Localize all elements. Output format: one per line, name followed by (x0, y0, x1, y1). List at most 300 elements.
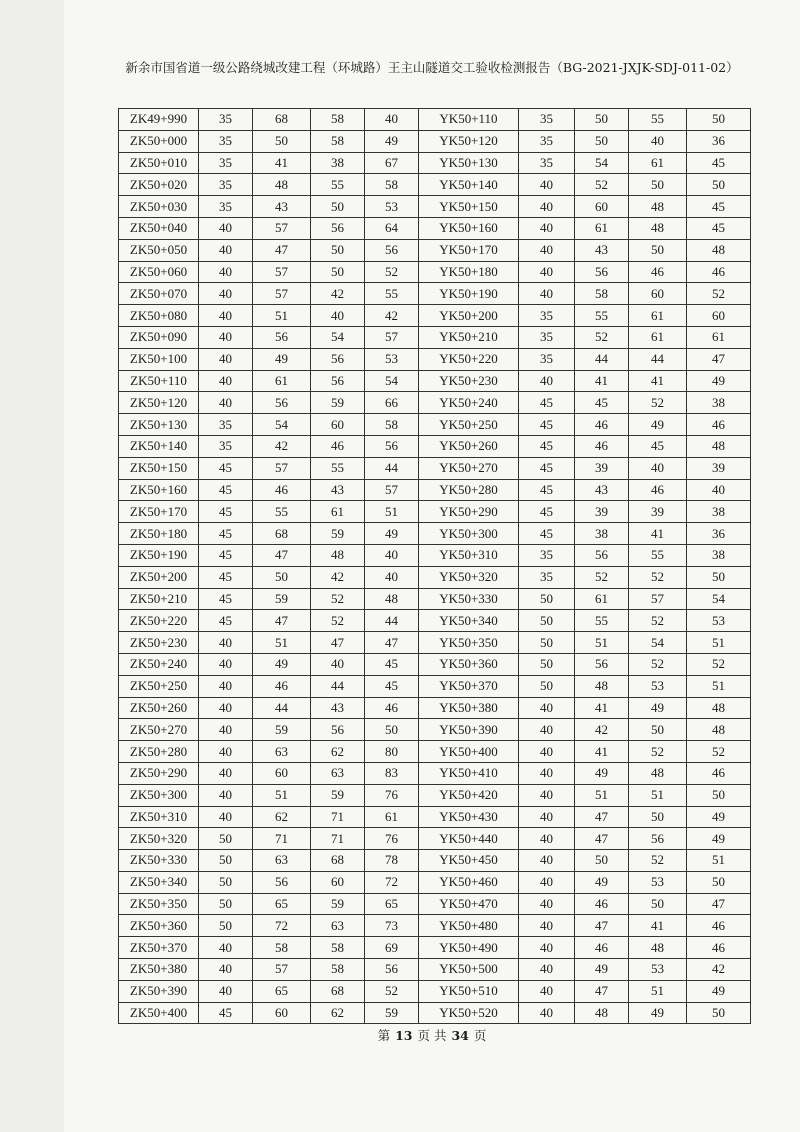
value-cell: 35 (519, 326, 575, 348)
value-cell: 40 (199, 261, 253, 283)
value-cell: 45 (519, 414, 575, 436)
value-cell: 76 (365, 828, 419, 850)
value-cell: 61 (253, 370, 311, 392)
value-cell: 48 (311, 544, 365, 566)
value-cell: 40 (519, 871, 575, 893)
value-cell: 39 (575, 501, 629, 523)
value-cell: 45 (199, 544, 253, 566)
table-body (119, 109, 751, 1024)
station-cell: ZK50+010 (119, 152, 199, 174)
value-cell: 40 (199, 675, 253, 697)
value-cell: 50 (687, 174, 751, 196)
value-cell: 57 (365, 479, 419, 501)
table-row (119, 566, 751, 588)
station-cell: ZK50+220 (119, 610, 199, 632)
value-cell: 52 (687, 741, 751, 763)
station-cell: ZK50+170 (119, 501, 199, 523)
value-cell: 61 (311, 501, 365, 523)
value-cell: 35 (519, 305, 575, 327)
table-row (119, 893, 751, 915)
table-row (119, 588, 751, 610)
table-row (119, 697, 751, 719)
value-cell: 50 (365, 719, 419, 741)
station-cell: ZK50+320 (119, 828, 199, 850)
value-cell: 53 (687, 610, 751, 632)
value-cell: 40 (519, 719, 575, 741)
value-cell: 46 (253, 479, 311, 501)
value-cell: 40 (519, 1002, 575, 1024)
station-cell: YK50+160 (419, 217, 519, 239)
value-cell: 55 (311, 457, 365, 479)
value-cell: 40 (199, 697, 253, 719)
station-cell: ZK50+040 (119, 217, 199, 239)
station-cell: YK50+370 (419, 675, 519, 697)
value-cell: 40 (199, 392, 253, 414)
table-row (119, 479, 751, 501)
station-cell: ZK50+050 (119, 239, 199, 261)
value-cell: 41 (575, 741, 629, 763)
value-cell: 64 (365, 217, 419, 239)
value-cell: 50 (575, 130, 629, 152)
value-cell: 40 (199, 741, 253, 763)
value-cell: 35 (519, 566, 575, 588)
value-cell: 71 (253, 828, 311, 850)
value-cell: 35 (199, 174, 253, 196)
station-cell: ZK50+080 (119, 305, 199, 327)
value-cell: 65 (253, 893, 311, 915)
station-cell: ZK50+120 (119, 392, 199, 414)
value-cell: 45 (199, 588, 253, 610)
value-cell: 40 (629, 130, 687, 152)
value-cell: 57 (253, 283, 311, 305)
value-cell: 40 (199, 980, 253, 1002)
value-cell: 35 (519, 130, 575, 152)
value-cell: 50 (253, 130, 311, 152)
value-cell: 51 (687, 850, 751, 872)
value-cell: 50 (199, 850, 253, 872)
station-cell: ZK49+990 (119, 109, 199, 131)
value-cell: 48 (629, 217, 687, 239)
table-row (119, 959, 751, 981)
table-row (119, 348, 751, 370)
value-cell: 35 (519, 544, 575, 566)
value-cell: 49 (629, 1002, 687, 1024)
table-row (119, 370, 751, 392)
value-cell: 40 (199, 283, 253, 305)
value-cell: 41 (575, 370, 629, 392)
value-cell: 44 (365, 610, 419, 632)
value-cell: 61 (629, 305, 687, 327)
station-cell: ZK50+240 (119, 653, 199, 675)
value-cell: 45 (199, 566, 253, 588)
value-cell: 52 (629, 566, 687, 588)
value-cell: 58 (575, 283, 629, 305)
value-cell: 40 (519, 893, 575, 915)
station-cell: YK50+330 (419, 588, 519, 610)
value-cell: 35 (519, 152, 575, 174)
value-cell: 50 (311, 239, 365, 261)
value-cell: 80 (365, 741, 419, 763)
value-cell: 52 (629, 741, 687, 763)
value-cell: 40 (365, 109, 419, 131)
station-cell: ZK50+070 (119, 283, 199, 305)
footer-prefix: 第 (377, 1028, 391, 1043)
station-cell: ZK50+200 (119, 566, 199, 588)
station-cell: YK50+340 (419, 610, 519, 632)
station-cell: YK50+320 (419, 566, 519, 588)
value-cell: 48 (687, 239, 751, 261)
value-cell: 50 (629, 239, 687, 261)
station-cell: YK50+420 (419, 784, 519, 806)
table-row (119, 196, 751, 218)
value-cell: 48 (253, 174, 311, 196)
station-cell: YK50+390 (419, 719, 519, 741)
station-cell: YK50+170 (419, 239, 519, 261)
value-cell: 47 (575, 828, 629, 850)
value-cell: 48 (575, 675, 629, 697)
value-cell: 38 (687, 544, 751, 566)
footer-suffix: 页 (473, 1028, 487, 1043)
value-cell: 48 (687, 719, 751, 741)
value-cell: 40 (519, 370, 575, 392)
value-cell: 45 (199, 523, 253, 545)
station-cell: ZK50+110 (119, 370, 199, 392)
value-cell: 59 (311, 784, 365, 806)
value-cell: 54 (311, 326, 365, 348)
value-cell: 43 (575, 239, 629, 261)
value-cell: 61 (687, 326, 751, 348)
value-cell: 40 (519, 828, 575, 850)
value-cell: 50 (575, 109, 629, 131)
value-cell: 46 (629, 479, 687, 501)
value-cell: 71 (311, 828, 365, 850)
value-cell: 40 (199, 784, 253, 806)
value-cell: 45 (687, 217, 751, 239)
value-cell: 49 (575, 762, 629, 784)
value-cell: 66 (365, 392, 419, 414)
value-cell: 50 (199, 828, 253, 850)
value-cell: 51 (365, 501, 419, 523)
value-cell: 40 (365, 544, 419, 566)
value-cell: 40 (629, 457, 687, 479)
value-cell: 40 (519, 741, 575, 763)
value-cell: 58 (253, 937, 311, 959)
station-cell: ZK50+130 (119, 414, 199, 436)
value-cell: 40 (519, 762, 575, 784)
station-cell: YK50+220 (419, 348, 519, 370)
value-cell: 60 (311, 414, 365, 436)
value-cell: 52 (575, 566, 629, 588)
value-cell: 45 (365, 675, 419, 697)
value-cell: 61 (629, 326, 687, 348)
value-cell: 41 (253, 152, 311, 174)
table-row (119, 523, 751, 545)
value-cell: 72 (253, 915, 311, 937)
table-row (119, 980, 751, 1002)
value-cell: 52 (629, 392, 687, 414)
value-cell: 58 (311, 109, 365, 131)
table-row (119, 435, 751, 457)
value-cell: 35 (199, 109, 253, 131)
value-cell: 69 (365, 937, 419, 959)
station-cell: YK50+350 (419, 632, 519, 654)
station-cell: YK50+460 (419, 871, 519, 893)
station-cell: YK50+240 (419, 392, 519, 414)
value-cell: 48 (687, 697, 751, 719)
value-cell: 38 (575, 523, 629, 545)
value-cell: 40 (687, 479, 751, 501)
table-row (119, 719, 751, 741)
table-row (119, 784, 751, 806)
value-cell: 60 (629, 283, 687, 305)
value-cell: 40 (199, 370, 253, 392)
value-cell: 63 (311, 762, 365, 784)
station-cell: ZK50+350 (119, 893, 199, 915)
value-cell: 41 (575, 697, 629, 719)
value-cell: 76 (365, 784, 419, 806)
value-cell: 50 (311, 261, 365, 283)
value-cell: 44 (311, 675, 365, 697)
value-cell: 48 (629, 937, 687, 959)
value-cell: 44 (575, 348, 629, 370)
station-cell: ZK50+180 (119, 523, 199, 545)
station-cell: YK50+260 (419, 435, 519, 457)
value-cell: 52 (687, 283, 751, 305)
station-cell: YK50+180 (419, 261, 519, 283)
value-cell: 50 (629, 719, 687, 741)
station-cell: YK50+310 (419, 544, 519, 566)
value-cell: 35 (519, 348, 575, 370)
value-cell: 45 (199, 501, 253, 523)
value-cell: 45 (199, 457, 253, 479)
value-cell: 49 (687, 980, 751, 1002)
value-cell: 44 (253, 697, 311, 719)
value-cell: 47 (687, 893, 751, 915)
station-cell: YK50+510 (419, 980, 519, 1002)
value-cell: 42 (575, 719, 629, 741)
value-cell: 40 (519, 261, 575, 283)
value-cell: 67 (365, 152, 419, 174)
station-cell: ZK50+150 (119, 457, 199, 479)
value-cell: 36 (687, 523, 751, 545)
value-cell: 48 (629, 196, 687, 218)
station-cell: ZK50+030 (119, 196, 199, 218)
table-row (119, 501, 751, 523)
station-cell: YK50+190 (419, 283, 519, 305)
value-cell: 45 (199, 1002, 253, 1024)
table-row (119, 261, 751, 283)
value-cell: 60 (253, 762, 311, 784)
value-cell: 45 (519, 479, 575, 501)
value-cell: 41 (629, 370, 687, 392)
value-cell: 50 (629, 806, 687, 828)
value-cell: 55 (311, 174, 365, 196)
value-cell: 45 (519, 501, 575, 523)
value-cell: 45 (575, 392, 629, 414)
value-cell: 56 (575, 653, 629, 675)
value-cell: 40 (519, 697, 575, 719)
station-cell: YK50+290 (419, 501, 519, 523)
value-cell: 52 (365, 261, 419, 283)
station-cell: YK50+450 (419, 850, 519, 872)
station-cell: ZK50+310 (119, 806, 199, 828)
station-cell: YK50+130 (419, 152, 519, 174)
value-cell: 47 (575, 806, 629, 828)
station-cell: ZK50+330 (119, 850, 199, 872)
value-cell: 56 (575, 544, 629, 566)
value-cell: 35 (199, 435, 253, 457)
value-cell: 50 (253, 566, 311, 588)
value-cell: 42 (687, 959, 751, 981)
station-cell: ZK50+250 (119, 675, 199, 697)
value-cell: 50 (519, 653, 575, 675)
value-cell: 60 (575, 196, 629, 218)
value-cell: 49 (575, 871, 629, 893)
value-cell: 63 (253, 850, 311, 872)
station-cell: YK50+480 (419, 915, 519, 937)
table-row (119, 326, 751, 348)
value-cell: 68 (253, 523, 311, 545)
value-cell: 46 (311, 435, 365, 457)
value-cell: 46 (575, 435, 629, 457)
value-cell: 50 (687, 871, 751, 893)
value-cell: 52 (311, 588, 365, 610)
value-cell: 61 (575, 588, 629, 610)
page-number: 13 (395, 1028, 413, 1043)
station-cell: ZK50+160 (119, 479, 199, 501)
station-cell: ZK50+370 (119, 937, 199, 959)
value-cell: 45 (519, 523, 575, 545)
inspection-table (118, 108, 751, 1024)
value-cell: 52 (687, 653, 751, 675)
station-cell: ZK50+100 (119, 348, 199, 370)
station-cell: YK50+380 (419, 697, 519, 719)
table-row (119, 871, 751, 893)
value-cell: 59 (311, 893, 365, 915)
station-cell: ZK50+270 (119, 719, 199, 741)
value-cell: 43 (311, 697, 365, 719)
value-cell: 47 (253, 544, 311, 566)
table-row (119, 850, 751, 872)
value-cell: 40 (519, 217, 575, 239)
value-cell: 40 (519, 850, 575, 872)
value-cell: 59 (253, 588, 311, 610)
value-cell: 42 (311, 566, 365, 588)
value-cell: 47 (575, 980, 629, 1002)
value-cell: 40 (199, 653, 253, 675)
value-cell: 53 (365, 348, 419, 370)
table-row (119, 806, 751, 828)
value-cell: 36 (687, 130, 751, 152)
value-cell: 40 (199, 719, 253, 741)
value-cell: 51 (575, 784, 629, 806)
value-cell: 40 (519, 980, 575, 1002)
value-cell: 54 (365, 370, 419, 392)
value-cell: 57 (253, 959, 311, 981)
table-row (119, 392, 751, 414)
value-cell: 49 (687, 828, 751, 850)
value-cell: 44 (365, 457, 419, 479)
value-cell: 50 (519, 632, 575, 654)
value-cell: 38 (687, 501, 751, 523)
table-row (119, 741, 751, 763)
value-cell: 40 (519, 915, 575, 937)
value-cell: 52 (629, 850, 687, 872)
value-cell: 61 (629, 152, 687, 174)
value-cell: 56 (311, 370, 365, 392)
station-cell: YK50+120 (419, 130, 519, 152)
value-cell: 51 (253, 784, 311, 806)
value-cell: 49 (629, 414, 687, 436)
value-cell: 50 (199, 915, 253, 937)
value-cell: 59 (365, 1002, 419, 1024)
value-cell: 57 (253, 457, 311, 479)
value-cell: 63 (311, 915, 365, 937)
value-cell: 50 (575, 850, 629, 872)
value-cell: 57 (253, 261, 311, 283)
station-cell: ZK50+390 (119, 980, 199, 1002)
table-row (119, 653, 751, 675)
page-total: 34 (451, 1028, 469, 1043)
value-cell: 46 (629, 261, 687, 283)
value-cell: 58 (311, 959, 365, 981)
value-cell: 40 (199, 959, 253, 981)
value-cell: 62 (253, 806, 311, 828)
value-cell: 40 (519, 283, 575, 305)
value-cell: 68 (311, 850, 365, 872)
value-cell: 61 (575, 217, 629, 239)
table-row (119, 762, 751, 784)
value-cell: 46 (575, 893, 629, 915)
value-cell: 58 (311, 130, 365, 152)
value-cell: 53 (629, 675, 687, 697)
station-cell: YK50+200 (419, 305, 519, 327)
value-cell: 56 (365, 435, 419, 457)
value-cell: 52 (365, 980, 419, 1002)
value-cell: 39 (687, 457, 751, 479)
value-cell: 51 (629, 784, 687, 806)
station-cell: YK50+430 (419, 806, 519, 828)
value-cell: 61 (365, 806, 419, 828)
value-cell: 51 (253, 305, 311, 327)
value-cell: 48 (629, 762, 687, 784)
value-cell: 45 (519, 457, 575, 479)
table-row (119, 174, 751, 196)
value-cell: 47 (253, 239, 311, 261)
value-cell: 40 (365, 566, 419, 588)
value-cell: 40 (519, 937, 575, 959)
value-cell: 45 (629, 435, 687, 457)
value-cell: 47 (253, 610, 311, 632)
table-row (119, 1002, 751, 1024)
value-cell: 54 (687, 588, 751, 610)
value-cell: 50 (519, 610, 575, 632)
table-row (119, 217, 751, 239)
value-cell: 50 (687, 109, 751, 131)
value-cell: 40 (199, 937, 253, 959)
value-cell: 45 (519, 435, 575, 457)
value-cell: 60 (687, 305, 751, 327)
value-cell: 40 (199, 762, 253, 784)
value-cell: 56 (253, 326, 311, 348)
value-cell: 46 (687, 915, 751, 937)
station-cell: ZK50+060 (119, 261, 199, 283)
value-cell: 43 (311, 479, 365, 501)
value-cell: 72 (365, 871, 419, 893)
value-cell: 40 (519, 196, 575, 218)
value-cell: 48 (687, 435, 751, 457)
station-cell: YK50+300 (419, 523, 519, 545)
